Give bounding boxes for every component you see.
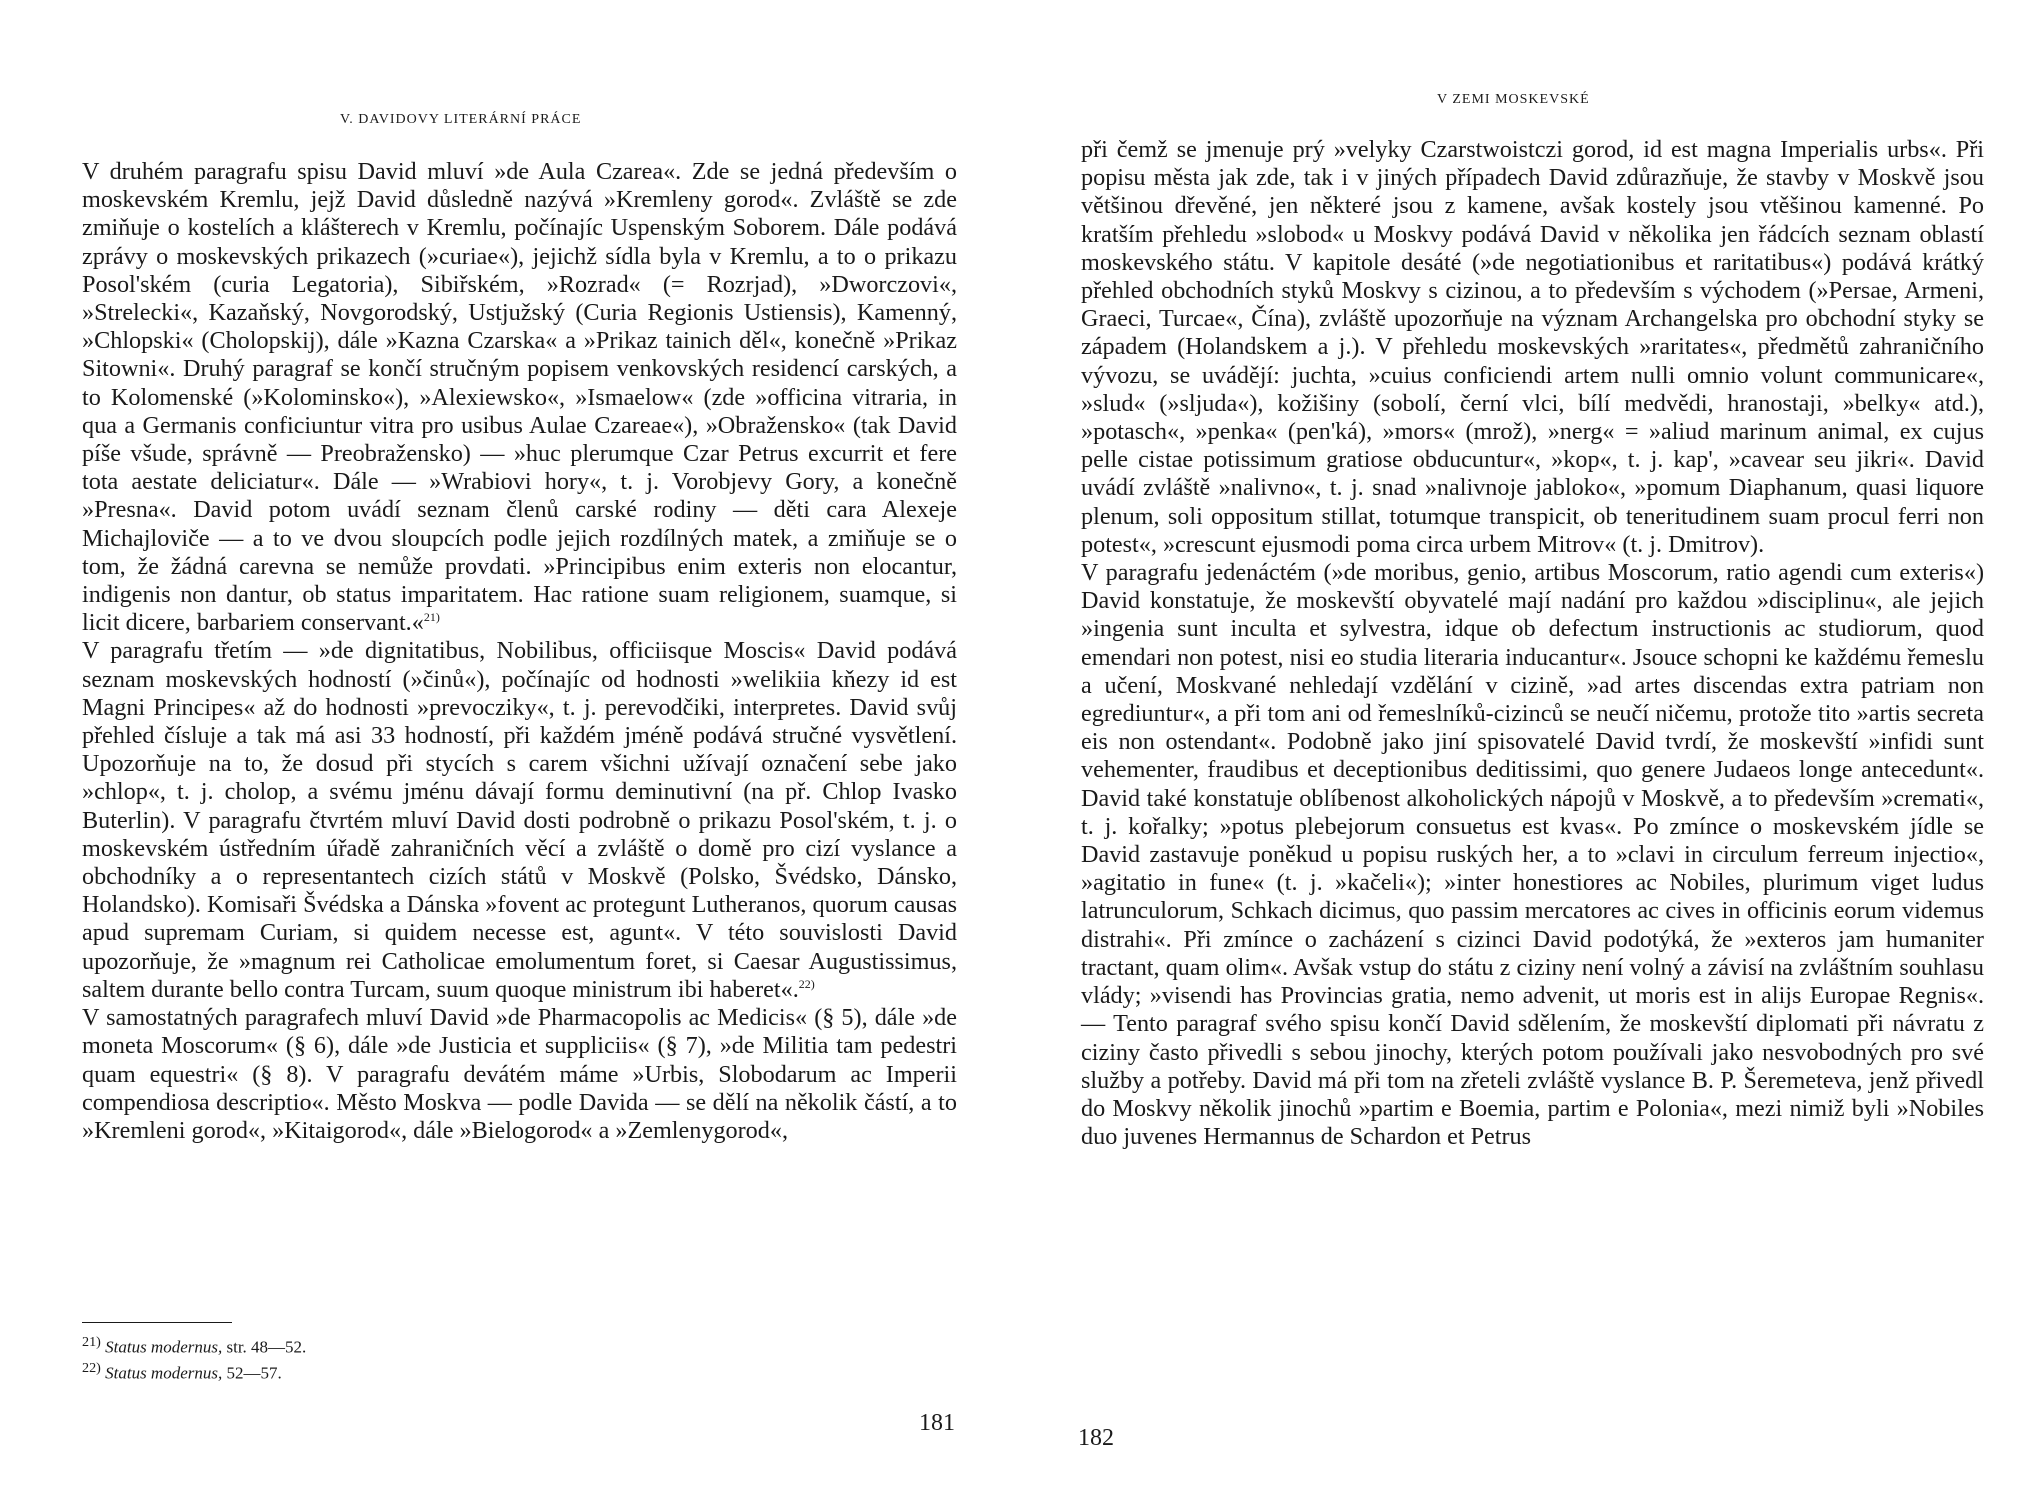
footnote: $^{21)}$ Status modernus, str. 48—52. — [82, 1334, 307, 1357]
body-text-right — [1081, 136, 1984, 1151]
paragraph: V paragrafu jedenáctém (»de moribus, genio, artibus Moscorum, ratio agendi cum exteris«) David konstatuje, že moskevští obyvatelé mají nadání pro každou »disciplinu«, ale jejich »ingenia sunt inculta et sylvestra, idque ob defectum instructionis ac studiorum, quod emendari non potest, nisi eo studia literaria inducantur«. Jsouce schopni ke každému řemeslu a učení, Moskvané nehledají vzdělání v cizině, »ad artes discendas extra patriam non egrediuntur«, a při tom ani od řemeslníků-cizinců se neučí ničemu, protože tito »artis secreta eis non ostendant«. Podobně jako jiní spisovatelé David tvrdí, že moskevští »infidi sunt vehementer, fraudibus et deceptionibus deditissimi, quo genere Judaeos longe antecedunt«. David také konstatuje oblíbenost alkoholických nápojů v Moskvě, a to především »cremati«, t. j. kořalky; »potus plebejorum consuetus est kvas«. Po zmínce o moskevském jídle se David zastavuje poněkud u popisu ruských her, a to »clavi in circulum ferreum injectio«, »agitatio in fune« (t. j. »kačeli«); »inter honestiores ac Nobiles, plurimum viget ludus latrunculorum, Schkach dicimus, quo passim mercatores ac cives in officinis eorum videmus distrahi«. Při zmínce o zacházení s cizinci David podotýká, že »exteros jam humaniter tractant, quam olim«. Avšak vstup do státu z ciziny není volný a závisí na zvláštním souhlasu vlády; »visendi has Provincias gratia, nemo advenit, ut moris est in alijs Europae Regnis«. — Tento paragraf svého spisu končí David sdělením, že moskevští diplomati při návratu z ciziny často přivedli s sebou jinochy, kterých potom používali jako nesvobodných pro své služby a potřeby. David má při tom na zřeteli zvláště vyslance B. P. Šeremeteva, jenž přivedl do Moskvy několik jinochů »partim e Boemia, partim e Polonia«, mezi nimiž byli »Nobiles duo juvenes Hermannus de Schardon et Petrus — [1081, 559, 1984, 1151]
footnotes — [82, 1332, 957, 1383]
page-number-right: 182 — [1078, 1425, 1114, 1451]
paragraph: V paragrafu třetím — »de dignitatibus, Nobilibus, officiisque Moscis« David podává seznam moskevských hodností (»činů«), počínajíc od hodnosti »welikiia kňezy id est Magni Principes« až do hodnosti »prevocziky«, t. j. perevodčiki, interpretes. David svůj přehled čísluje a tak má asi 33 hodností, při každém jméně podává stručné vysvětlení. Upozorňuje na to, že dosud při stycích s carem všichni užívají označení sebe jako »chlop«, t. j. cholop, a svému jménu dávají formu deminutivní (na př. Chlop Ivasko Buterlin). V paragrafu čtvrtém mluví David dosti podrobně o prikazu Posol'ském, t. j. o moskevském ústředním úřadě zahraničních věcí a zvláště o domě pro cizí vyslance a obchodníky a o representantech cizích států v Moskvě (Polsko, Švédsko, Dánsko, Holandsko). Komisaři Švédska a Dánska »fovent ac protegunt Lutheranos, quorum causas apud supremam Curiam, si quidem necesse est, agunt«. V této souvislosti David upozorňuje, že »magnum rei Catholicae emolumentum foret, si Caesar Augustissimus, saltem durante bello contra Turcam, suum quoque ministrum ibi haberet«.$^{22)}$ — [82, 637, 957, 1003]
paragraph: V samostatných paragrafech mluví David »de Pharmacopolis ac Medicis« (§ 5), dále »de moneta Moscorum« (§ 6), dále »de Justicia et suppliciis« (§ 7), »de Militia tam pedestri quam equestri« (§ 8). V paragrafu devátém máme »Urbis, Slobodarum ac Imperii compendiosa descriptio«. Město Moskva — podle Davida — se dělí na několik částí, a to »Kremleni gorod«, »Kitaigorod«, dále »Bielogorod« a »Zemlenygorod«, — [82, 1004, 957, 1144]
footnote: $^{22)}$ Status modernus, 52—57. — [82, 1359, 282, 1383]
footnote-ref: 22) — [798, 976, 815, 991]
paragraph: V druhém paragrafu spisu David mluví »de Aula Czarea«. Zde se jedná především o moskevském Kremlu, jejž David důsledně nazývá »Kremleny gorod«. Zvláště se zde zmiňuje o kostelích a klášterech v Kremlu, počínajíc Uspenským Soborem. Dále podává zprávy o moskevských prikazech (»curiae«), jejichž sídla byla v Kremlu, a to o prikazu Posol'ském (curia Legatoria), Sibiřském, »Rozrad« (= Rozrjad), »Dworczovi«, »Strelecki«, Kazaňský, Novgorodský, Ustjužský (Curia Regionis Ustiensis), Kamenný, »Chlopski« (Cholopskij), dále »Kazna Czarska« a »Prikaz tainich děl«, konečně »Prikaz Sitowni«. Druhý paragraf se končí stručným popisem venkovských residencí carských, a to Kolomenské (»Kolominsko«), »Alexiewsko«, »Ismaelow« (zde »officina vitraria, in qua a Germanis conficiuntur vitra pro usibus Aulae Czareae«), »Obraženskо« (tak David píše všude, správně — Preobraženskо) — »huc plerumque Czar Petrus excurrit et fere tota aestate deliciatur«. Dále — »Wrabiovi hory«, t. j. Vorobjevy Gory, a konečně »Presna«. David potom uvádí seznam členů carské rodiny — děti cara Alexeje Michajloviče — a to ve dvou sloupcích podle jejich rozdílných matek, a zmiňuje se o tom, že žádná carevna se nemůže provdati. »Principibus enim exteris non elocantur, indigenis non dantur, ob status imparitatem. Hac ratione suam religionem, suamque, si licit dicere, barbariem conservant.«$^{21)}$ — [82, 158, 957, 637]
running-head-left: V. DAVIDOVY LITERÁRNÍ PRÁCE — [340, 112, 582, 127]
footnote-ref: 21) — [423, 610, 440, 625]
right-page — [1017, 0, 2034, 1500]
running-head-right: V ZEMI MOSKEVSKÉ — [1437, 92, 1590, 107]
paragraph: při čemž se jmenuje prý »velyky Czarstwoistczi gorod, id est magna Imperialis urbs«. Při popisu města jak zde, tak i v jiných případech David zdůrazňuje, že stavby v Moskvě jsou většinou dřevěné, jen některé jsou z kamene, avšak kostely jsou vtěšinou kamenné. Po kratším přehledu »slobod« u Moskvy podává David v několika jen řádcích seznam oblastí moskevského státu. V kapitole desáté (»de negotiationibus et raritatibus«) podává krátký přehled obchodních styků Moskvy s cizinou, a to především s východem (»Persae, Armeni, Graeci, Turcae«, Čína), zvláště upozorňuje na význam Archangelska pro obchodní styky se západem (Holandskem a j.). V přehledu moskevských »raritates«, předmětů zahraničního vývozu, se uvádějí: juchta, »cuius conficiendi artem nulli omnio volunt communicare«, »slud« (»sljuda«), kožišiny (sobolí, černí vlci, bílí medvědi, hranostaji, »belky« atd.), »potasch«, »penka« (pen'ká), »mors« (mrož), »nerg« = »aliud marinum animal, ex cujus pelle cistae potissimum gratiose obducuntur«, »kop«, t. j. kap', »cavear seu jikri«. David uvádí zvláště »nalivno«, t. j. snad »nalivnoje jabloko«, »pomum Diaphanum, quasi liquore plenum, soli oppositum stillat, totumque transpicit, ob teneritudinem suam procul ferri non potest«, »crescunt ejusmodi poma circa urbem Mitrov« (t. j. Dmitrov). — [1081, 136, 1984, 558]
body-text-left — [82, 158, 957, 1145]
page-number-left: 181 — [919, 1410, 955, 1436]
footnote-divider — [82, 1322, 232, 1323]
